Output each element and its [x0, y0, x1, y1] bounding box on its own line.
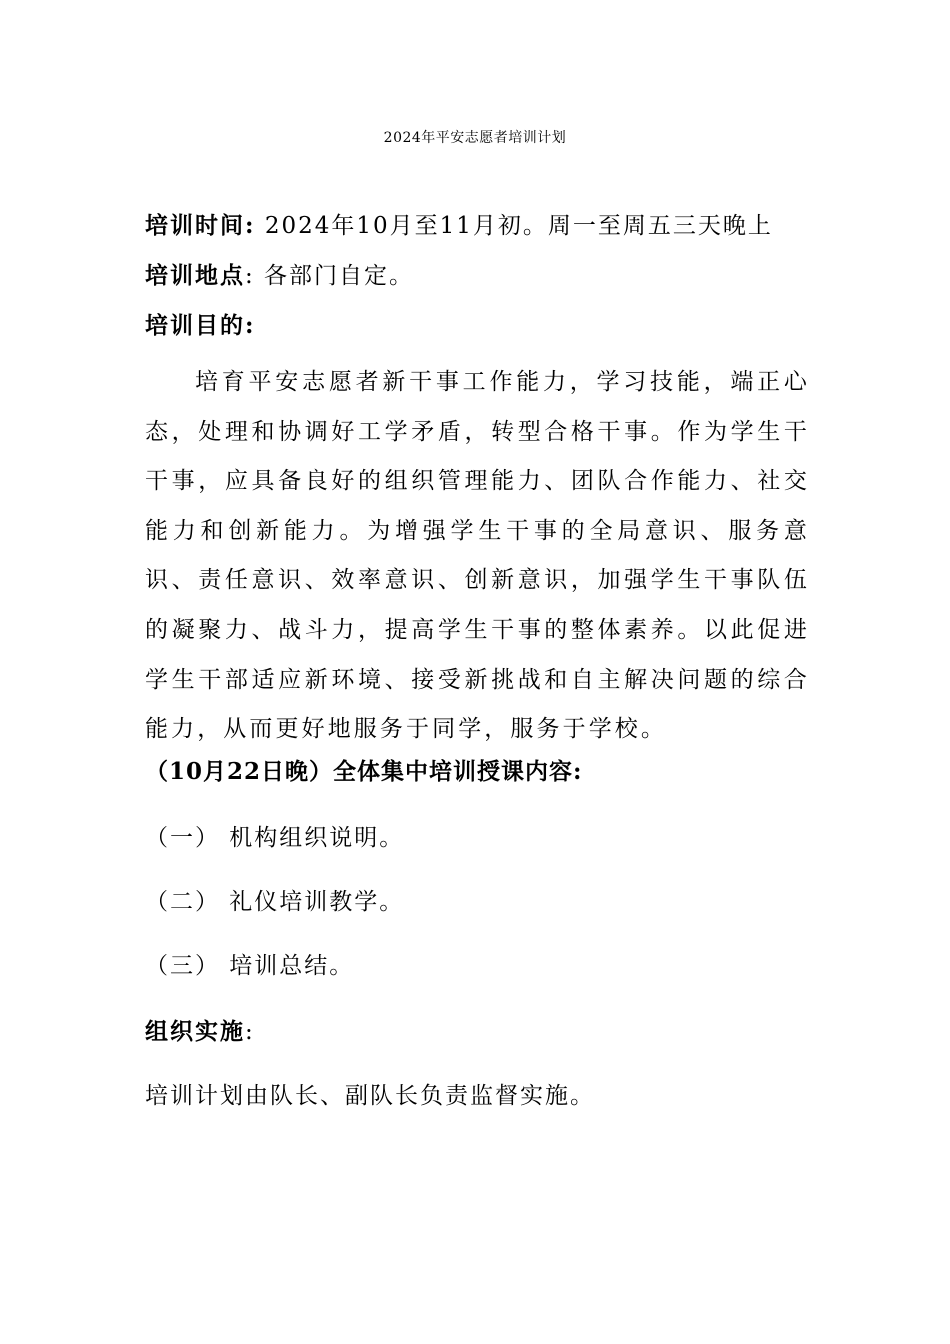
session-item-3: （三） 培训总结。 — [145, 953, 355, 979]
training-location-label: 培训地点 — [145, 262, 245, 289]
training-location-value: : 各部门自定。 — [245, 263, 415, 289]
session-heading: （10月22日晚）全体集中培训授课内容: — [145, 758, 583, 785]
implementation-label: 组织实施 — [145, 1018, 245, 1045]
session-item-2: （二） 礼仪培训教学。 — [145, 889, 405, 915]
implementation-colon: : — [245, 1019, 255, 1045]
document-title: 2024年平安志愿者培训计划 — [383, 130, 567, 146]
training-purpose-label: 培训目的: — [145, 312, 256, 339]
training-location-row — [145, 260, 810, 292]
implementation-row — [145, 1016, 810, 1048]
training-time-label: 培训时间: — [145, 212, 256, 239]
implementation-text: 培训计划由队长、副队长负责监督实施。 — [145, 1083, 595, 1109]
training-time-row — [145, 210, 810, 242]
training-time-value: 2024年10月至11月初。周一至周五三天晚上 — [264, 213, 773, 239]
training-purpose-paragraph: 培育平安志愿者新干事工作能力，学习技能，端正心态，处理和协调好工学矛盾，转型合格干事。作为学生干干事，应具备良好的组织管理能力、团队合作能力、社交能力和创新能力。为增强学生干事的全局意识、服务意识、责任意识、效率意识、创新意识，加强学生干事队伍的凝聚力、战斗力，提高学生干事的整体素养。以此促进学生干部适应新环境、接受新挑战和自主解决问题的综合能力，从而更好地服务于同学，服务于学校。 — [145, 369, 810, 743]
session-item-1: （一） 机构组织说明。 — [145, 825, 405, 851]
